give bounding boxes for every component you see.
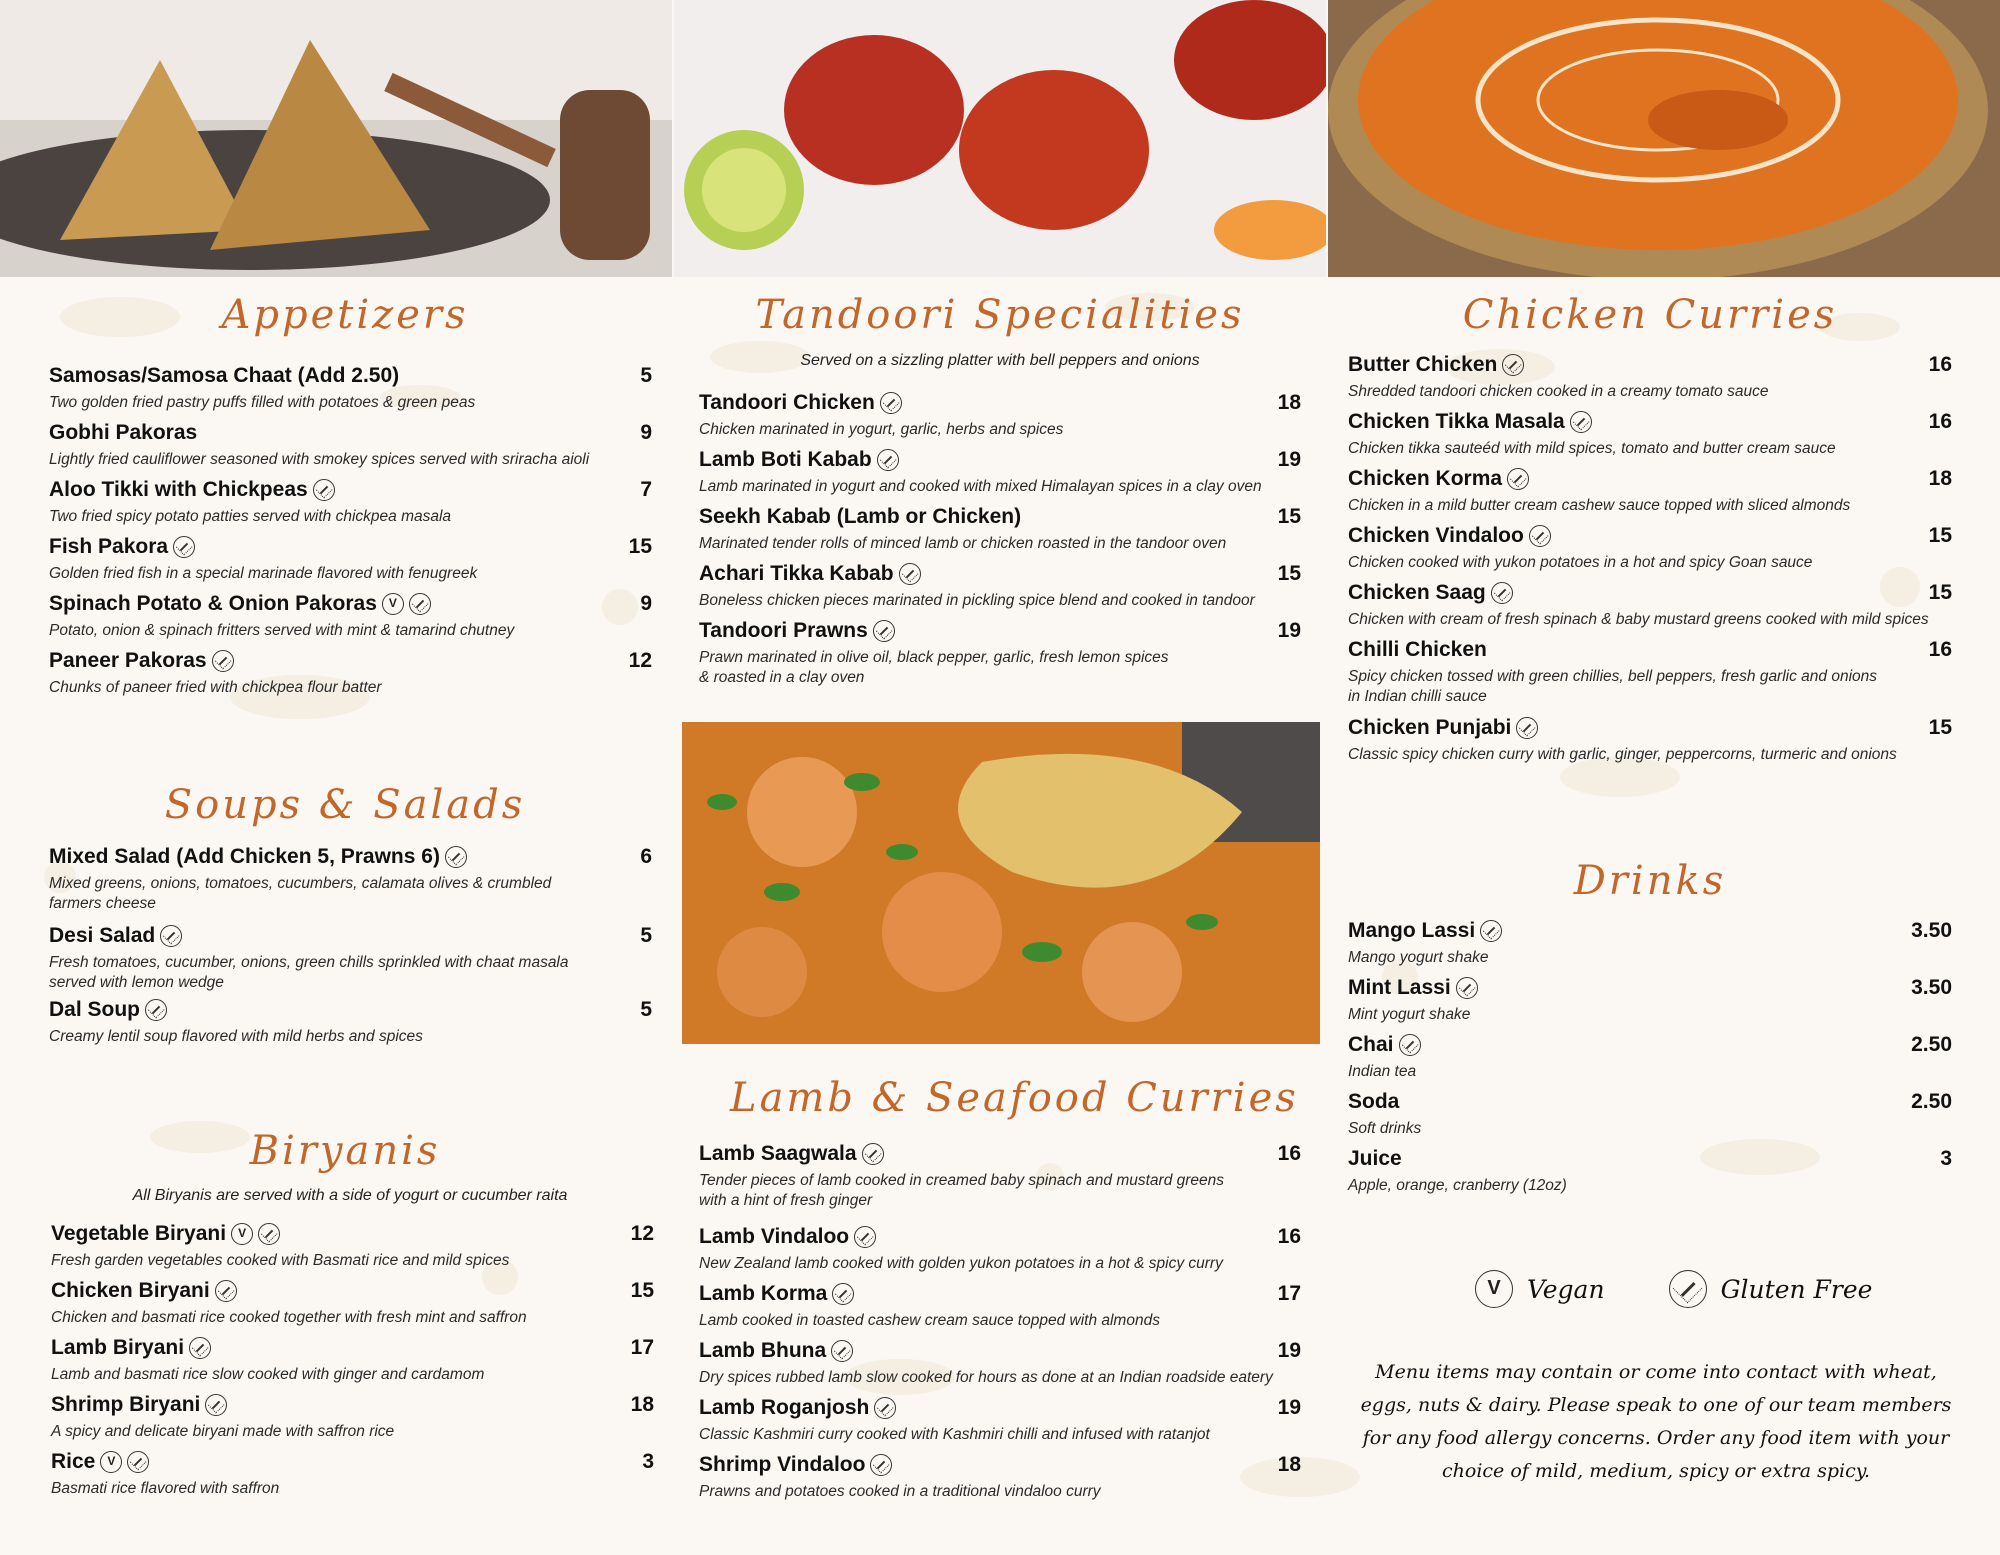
menu-item-name: Chicken Tikka Masala — [1348, 410, 1565, 433]
menu-item-name: Chicken Punjabi — [1348, 716, 1512, 739]
menu-item — [1348, 1090, 1952, 1139]
menu-item-header — [1348, 638, 1952, 666]
menu-item — [699, 619, 1301, 688]
menu-item-price: 3 — [1940, 1147, 1952, 1170]
menu-item-description: Classic spicy chicken curry with garlic, ginger, peppercorns, turmeric and onions — [1348, 746, 1897, 763]
menu-item-header — [1348, 976, 1952, 1004]
menu-item-name: Seekh Kabab (Lamb or Chicken) — [699, 505, 1022, 528]
menu-item-header — [1348, 581, 1952, 609]
menu-item-header — [699, 505, 1301, 533]
menu-item-header — [699, 1142, 1301, 1170]
menu-item-price: 15 — [1928, 524, 1952, 547]
menu-item-header — [699, 1225, 1301, 1253]
menu-item-header — [1348, 716, 1952, 744]
gluten-free-icon — [874, 1397, 896, 1419]
menu-item — [699, 1396, 1301, 1445]
menu-item — [699, 1142, 1301, 1211]
menu-item-description: Prawn marinated in olive oil, black pepper, garlic, fresh lemon spices & roasted in a clay oven — [699, 649, 1169, 686]
menu-item-price: 15 — [630, 1279, 654, 1302]
gluten-free-icon — [1480, 920, 1502, 942]
menu-item-header — [1348, 410, 1952, 438]
menu-item-description: Fresh garden vegetables cooked with Basmati rice and mild spices — [51, 1252, 510, 1269]
menu-item-name: Mint Lassi — [1348, 976, 1451, 999]
menu-item-description: Apple, orange, cranberry (12oz) — [1348, 1177, 1567, 1194]
menu-item — [49, 535, 652, 584]
menu-item-description: Two golden fried pastry puffs filled with potatoes & green peas — [49, 394, 476, 411]
menu-item-price: 2.50 — [1911, 1090, 1952, 1113]
menu-item — [699, 1225, 1301, 1274]
menu-item-description: Boneless chicken pieces marinated in pickling spice blend and cooked in tandoor — [699, 592, 1255, 609]
gluten-free-icon — [1399, 1034, 1421, 1056]
gluten-free-icon — [215, 1280, 237, 1302]
menu-item-price: 18 — [1928, 467, 1952, 490]
menu-item-name: Chicken Korma — [1348, 467, 1503, 490]
menu-item — [1348, 581, 1952, 630]
menu-item-description: Mint yogurt shake — [1348, 1006, 1471, 1023]
menu-item — [699, 562, 1301, 611]
menu-item-description: Lamb cooked in toasted cashew cream sauce topped with almonds — [699, 1312, 1160, 1329]
menu-item-header — [51, 1279, 654, 1307]
vegan-legend-label: Vegan — [1527, 1274, 1605, 1304]
menu-item-name: Gobhi Pakoras — [49, 421, 198, 444]
menu-item-name: Lamb Vindaloo — [699, 1225, 850, 1248]
vegan-icon: V — [231, 1223, 253, 1245]
gluten-free-icon — [832, 1283, 854, 1305]
menu-item — [51, 1336, 654, 1385]
menu-item-name: Shrimp Biryani — [51, 1393, 201, 1416]
menu-item-price: 3.50 — [1911, 919, 1952, 942]
menu-item-price: 19 — [1277, 1396, 1301, 1419]
gluten-free-icon — [189, 1337, 211, 1359]
menu-item-price: 2.50 — [1911, 1033, 1952, 1056]
menu-item-description: Lamb and basmati rice slow cooked with ginger and cardamom — [51, 1366, 485, 1383]
menu-item-name: Chilli Chicken — [1348, 638, 1487, 661]
menu-item-header — [1348, 1033, 1952, 1061]
menu-item-price: 16 — [1277, 1142, 1301, 1165]
menu-item-price: 19 — [1277, 1339, 1301, 1362]
menu-item-description: Chicken marinated in yogurt, garlic, herbs and spices — [699, 421, 1064, 438]
gluten-free-icon — [1529, 525, 1551, 547]
gluten-free-icon — [1502, 354, 1524, 376]
menu-item-header — [699, 619, 1301, 647]
menu-item — [1348, 919, 1952, 968]
menu-item-name: Lamb Biryani — [51, 1336, 185, 1359]
menu-item-header — [49, 649, 652, 677]
menu-item — [51, 1450, 654, 1499]
menu-item-name: Lamb Boti Kabab — [699, 448, 872, 471]
menu-item — [1348, 1033, 1952, 1082]
menu-item-name: Achari Tikka Kabab — [699, 562, 894, 585]
menu-item-header — [49, 478, 652, 506]
menu-item-price: 16 — [1928, 638, 1952, 661]
gluten-free-icon — [409, 593, 431, 615]
menu-item — [699, 1282, 1301, 1331]
menu-item — [49, 845, 652, 914]
menu-item — [1348, 524, 1952, 573]
menu-item-price: 18 — [1277, 1453, 1301, 1476]
menu-item-header — [51, 1336, 654, 1364]
menu-item-description: Lamb marinated in yogurt and cooked with mixed Himalayan spices in a clay oven — [699, 478, 1262, 495]
menu-item-description: Chicken and basmati rice cooked together with fresh mint and saffron — [51, 1309, 527, 1326]
menu-item-description: Creamy lentil soup flavored with mild herbs and spices — [49, 1028, 423, 1045]
menu-item — [49, 478, 652, 527]
gluten-free-icon — [1669, 1270, 1707, 1308]
menu-item-price: 15 — [1277, 562, 1301, 585]
gluten-free-icon — [1516, 717, 1538, 739]
menu-item-description: Chicken tikka sauteéd with mild spices, tomato and butter cream sauce — [1348, 440, 1836, 457]
menu-item-header — [49, 998, 652, 1026]
menu-item-header — [699, 562, 1301, 590]
menu-item — [1348, 467, 1952, 516]
menu-item — [51, 1279, 654, 1328]
vegan-icon: V — [382, 593, 404, 615]
menu-item — [49, 649, 652, 698]
menu-item-description: Chicken in a mild butter cream cashew sauce topped with sliced almonds — [1348, 497, 1851, 514]
menu-item-description: Potato, onion & spinach fritters served with mint & tamarind chutney — [49, 622, 515, 639]
menu-item-header — [51, 1222, 654, 1250]
menu-item-description: Chicken cooked with yukon potatoes in a hot and spicy Goan sauce — [1348, 554, 1813, 571]
gluten-free-icon — [831, 1340, 853, 1362]
menu-item-name: Lamb Korma — [699, 1282, 828, 1305]
menu-item-name: Chai — [1348, 1033, 1394, 1056]
menu-item — [51, 1222, 654, 1271]
tandoori-subtitle: Served on a sizzling platter with bell peppers and onions — [800, 352, 1200, 369]
menu-item — [1348, 976, 1952, 1025]
menu-item-name: Chicken Vindaloo — [1348, 524, 1524, 547]
menu-item-description: Spicy chicken tossed with green chillies, bell peppers, fresh garlic and onions in Indian chilli sauce — [1348, 668, 1878, 705]
menu-item-price: 18 — [630, 1393, 654, 1416]
menu-item-price: 12 — [630, 1222, 654, 1245]
menu-item-name: Mixed Salad (Add Chicken 5, Prawns 6) — [49, 845, 440, 868]
menu-item-header — [1348, 919, 1952, 947]
gluten-free-legend-label: Gluten Free — [1720, 1274, 1873, 1304]
menu-item-name: Lamb Bhuna — [699, 1339, 827, 1362]
menu-item-price: 12 — [628, 649, 652, 672]
dietary-legend — [1470, 1270, 1872, 1308]
gluten-free-icon — [127, 1451, 149, 1473]
menu-item — [1348, 716, 1952, 765]
drinks-title: Drinks — [1573, 858, 1727, 904]
menu-item-name: Juice — [1348, 1147, 1402, 1170]
menu-item-header — [699, 1453, 1301, 1481]
menu-item-description: Soft drinks — [1348, 1120, 1422, 1137]
gluten-free-icon — [160, 925, 182, 947]
gluten-free-icon — [873, 620, 895, 642]
menu-item — [49, 421, 652, 470]
gluten-free-icon — [870, 1454, 892, 1476]
gluten-free-icon — [173, 536, 195, 558]
menu-item — [51, 1393, 654, 1442]
menu-item-header — [699, 1339, 1301, 1367]
menu-item-name: Rice — [51, 1450, 96, 1473]
menu-item-description: Chicken with cream of fresh spinach & baby mustard greens cooked with mild spices — [1348, 611, 1929, 628]
menu-item-name: Chicken Biryani — [51, 1279, 210, 1302]
menu-item-header — [699, 1282, 1301, 1310]
menu-item — [699, 505, 1301, 554]
gluten-free-icon — [1507, 468, 1529, 490]
menu-item — [49, 592, 652, 641]
menu-item-description: Dry spices rubbed lamb slow cooked for hours as done at an Indian roadside eatery — [699, 1369, 1273, 1386]
samosa-photo — [0, 0, 672, 277]
menu-item-name: Fish Pakora — [49, 535, 169, 558]
menu-item-name: Lamb Roganjosh — [699, 1396, 870, 1419]
menu-item-price: 19 — [1277, 619, 1301, 642]
menu-item — [49, 924, 652, 993]
menu-item-name: Tandoori Chicken — [699, 391, 875, 414]
menu-item-price: 17 — [630, 1336, 654, 1359]
vegan-icon: V — [1475, 1270, 1513, 1308]
tandoori-chicken-photo — [674, 0, 1326, 277]
menu-item-price: 15 — [1928, 716, 1952, 739]
menu-item-description: Mixed greens, onions, tomatoes, cucumbers, calamata olives & crumbled farmers cheese — [49, 875, 552, 912]
menu-item-header — [1348, 353, 1952, 381]
menu-item-header — [699, 391, 1301, 419]
menu-item-name: Chicken Saag — [1348, 581, 1486, 604]
biryanis-title: Biryanis — [249, 1128, 441, 1174]
menu-item-description: Mango yogurt shake — [1348, 949, 1489, 966]
menu-item-price: 6 — [640, 845, 652, 868]
menu-item-price: 5 — [640, 998, 652, 1021]
menu-item-header — [1348, 467, 1952, 495]
menu-item-description: Prawns and potatoes cooked in a traditional vindaloo curry — [699, 1483, 1101, 1500]
gluten-free-icon — [1570, 411, 1592, 433]
tandoori-title: Tandoori Specialities — [755, 292, 1245, 338]
menu-item-description: Tender pieces of lamb cooked in creamed baby spinach and mustard greens with a hint of fresh ginger — [699, 1172, 1225, 1209]
menu-item-description: Chunks of paneer fried with chickpea flour batter — [49, 679, 382, 696]
menu-item-price: 19 — [1277, 448, 1301, 471]
menu-item-description: Lightly fried cauliflower seasoned with smokey spices served with sriracha aioli — [49, 451, 590, 468]
menu-item-name: Vegetable Biryani — [51, 1222, 227, 1245]
menu-item — [699, 1339, 1301, 1388]
menu-item-price: 3.50 — [1911, 976, 1952, 999]
menu-item-price: 18 — [1277, 391, 1301, 414]
vegan-icon: V — [100, 1451, 122, 1473]
butter-chicken-photo — [1328, 0, 2000, 277]
menu-item-price: 9 — [640, 592, 652, 615]
menu-item-price: 15 — [1277, 505, 1301, 528]
menu-item-header — [1348, 524, 1952, 552]
menu-item-header — [49, 845, 652, 873]
menu-item-header — [49, 364, 652, 392]
menu-item-header — [699, 1396, 1301, 1424]
menu-item-price: 15 — [628, 535, 652, 558]
menu-item-name: Paneer Pakoras — [49, 649, 207, 672]
gluten-free-icon — [145, 999, 167, 1021]
biryanis-subtitle: All Biryanis are served with a side of yogurt or cucumber raita — [132, 1187, 568, 1204]
menu-item-description: Classic Kashmiri curry cooked with Kashmiri chilli and infused with ratanjot — [699, 1426, 1210, 1443]
menu-item-header — [49, 421, 652, 449]
menu-item-header — [1348, 1147, 1952, 1175]
menu-item-price: 5 — [640, 364, 652, 387]
menu-item-price: 16 — [1928, 410, 1952, 433]
menu-item-header — [49, 924, 652, 952]
menu-item-name: Soda — [1348, 1090, 1400, 1113]
menu-item-description: New Zealand lamb cooked with golden yukon potatoes in a hot & spicy curry — [699, 1255, 1223, 1272]
menu-item-description: A spicy and delicate biryani made with saffron rice — [51, 1423, 395, 1440]
menu-item-name: Dal Soup — [49, 998, 141, 1021]
menu-item-price: 16 — [1277, 1225, 1301, 1248]
menu-item-header — [49, 535, 652, 563]
gluten-free-icon — [862, 1143, 884, 1165]
menu-item-name: Aloo Tikki with Chickpeas — [49, 478, 308, 501]
menu-item-name: Spinach Potato & Onion Pakoras — [49, 592, 377, 615]
gluten-free-icon — [899, 563, 921, 585]
menu-item-name: Shrimp Vindaloo — [699, 1453, 866, 1476]
menu-item — [699, 391, 1301, 440]
gluten-free-icon — [212, 650, 234, 672]
menu-item-name: Butter Chicken — [1348, 353, 1498, 376]
gluten-free-icon — [445, 846, 467, 868]
menu-item-price: 9 — [640, 421, 652, 444]
menu-item — [49, 998, 652, 1047]
gluten-free-icon — [313, 479, 335, 501]
soups-salads-title: Soups & Salads — [164, 782, 526, 828]
gluten-free-icon — [880, 392, 902, 414]
menu-item-price: 15 — [1928, 581, 1952, 604]
menu-item-description: Marinated tender rolls of minced lamb or chicken roasted in the tandoor oven — [699, 535, 1227, 552]
menu-item — [699, 1453, 1301, 1502]
menu-item — [1348, 353, 1952, 402]
menu-item-description: Basmati rice flavored with saffron — [51, 1480, 280, 1497]
menu-item — [49, 364, 652, 413]
menu-item-price: 3 — [642, 1450, 654, 1473]
menu-item-name: Tandoori Prawns — [699, 619, 868, 642]
gluten-free-icon — [205, 1394, 227, 1416]
menu-item-description: Shredded tandoori chicken cooked in a creamy tomato sauce — [1348, 383, 1769, 400]
menu-item-price: 17 — [1277, 1282, 1301, 1305]
gluten-free-icon — [1456, 977, 1478, 999]
menu-item-header — [1348, 1090, 1952, 1118]
menu-item — [699, 448, 1301, 497]
menu-item-price: 7 — [640, 478, 652, 501]
menu-item-header — [51, 1450, 654, 1478]
shrimp-curry-photo — [682, 722, 1320, 1044]
menu-item — [1348, 410, 1952, 459]
appetizers-title: Appetizers — [221, 292, 469, 338]
allergy-note: Menu items may contain or come into contact with wheat, eggs, nuts & dairy. Please speak to one of our team members for any food allergy concerns. Order any food item with your choice of mild, medium, spicy or extra spicy. — [1360, 1361, 1952, 1482]
menu-item-price: 5 — [640, 924, 652, 947]
lamb-seafood-title: Lamb & Seafood Curries — [730, 1075, 1299, 1121]
menu-item — [1348, 1147, 1952, 1196]
menu-item-header — [49, 592, 652, 620]
menu-item-name: Mango Lassi — [1348, 919, 1476, 942]
menu-item-header — [51, 1393, 654, 1421]
gluten-free-icon — [854, 1226, 876, 1248]
menu-item-description: Golden fried fish in a special marinade flavored with fenugreek — [49, 565, 478, 582]
menu-item-name: Desi Salad — [49, 924, 156, 947]
menu-item-header — [699, 448, 1301, 476]
menu-item-name: Lamb Saagwala — [699, 1142, 857, 1165]
gluten-free-icon — [1491, 582, 1513, 604]
gluten-free-icon — [877, 449, 899, 471]
menu-item-description: Indian tea — [1348, 1063, 1417, 1080]
chicken-curries-title: Chicken Curries — [1462, 292, 1838, 338]
menu-item-name: Samosas/Samosa Chaat (Add 2.50) — [49, 364, 400, 387]
menu-item-description: Fresh tomatoes, cucumber, onions, green chills sprinkled with chaat masala served with lemon wedge — [49, 954, 569, 991]
menu-item-price: 16 — [1928, 353, 1952, 376]
menu-item-description: Two fried spicy potato patties served with chickpea masala — [49, 508, 452, 525]
gluten-free-icon — [258, 1223, 280, 1245]
menu-item — [1348, 638, 1952, 707]
